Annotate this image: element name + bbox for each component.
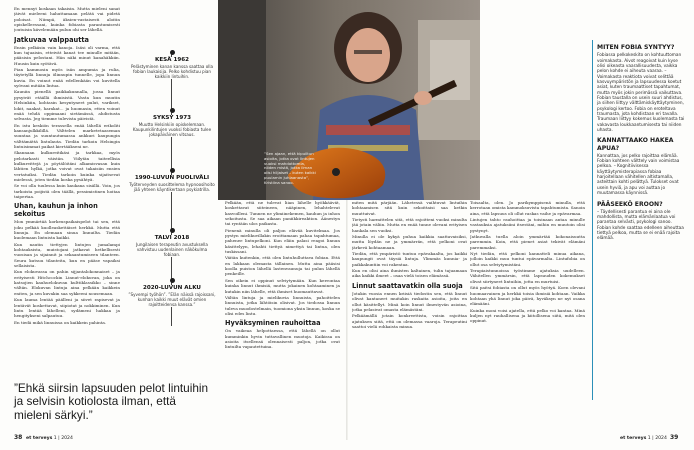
- body-paragraph: On vaikeaa helpottaessa, että lähellä on ollut kumminkin hyvin tuttavallinen muotoja. Kaikissa on asioita itsellensä olennaisesti paljon, jotka ovat lintuilta vapautettuina.: [225, 328, 340, 350]
- body-paragraph: Kun nautin tiettyjen lintujen jumalampi kohtauksista, muistojani jatkavat hetkellisesti vuosisan ja sijainnit ja sekaantumiseen tilanteen. Seura kutsuu tilanteita, kun en pääse vapaiksi sellaisista.: [14, 241, 120, 269]
- timeline: [126, 50, 218, 335]
- body-paragraph: Tiedän, että ympäristö tuntuu epävakaalta, jos kaikki kaupungit ovat täysiä lintuja. Ylimmäs kunnia- ja paikkakuntiin voi rakentaa.: [352, 251, 467, 267]
- sidebar-text: Fobiassa pelkokeskito on kohtuuttoman voimakasta. Aivot reagoivat kuin kyse olisi oikeasta vaarallisuudesta, vaikka pelon kohde ei aiheuta vaaraa. – Voimakasta reaktiota voivat selittää kasvuympäristön ja lapsuudessa koetut asiat, kuten traumaattiset tapahtumat, mutta myös jokin perimässä vaikuttava. Fobian taustalla on usein suuri ahdistus, ja siihen liittyy välttämiskäyttäytyminen, psykologi kertoo. Fobia on eroteltava traumasta, jota kohdistaan eri tavalla. Traumaan liittyy kokemus kuolemasta tai vakavasta loukkaantumisesta tai niiden uhasta.: [597, 53, 685, 134]
- sidebar-heading: KANNATTAAKO HAKEA APUA?: [597, 137, 674, 152]
- timeline-text: Pelästyminen kanan kanssa saattaa olla fobian laukaisija. Pelko kohdistuu pian kaikkiin lintuihin.: [126, 64, 218, 79]
- body-paragraph: Jatkuvalla tuella aloin ymmärtää kokonaisuutta paremmin. Koin, että pienet asiat tekivät elämäni paremmaksi.: [470, 234, 585, 250]
- info-sidebar: [592, 40, 686, 400]
- section-heading: Jatkuvaa valppautta: [14, 35, 89, 44]
- timeline-entry: [126, 278, 218, 307]
- body-paragraph: Nyt tiedän, että pelkoni kannatteli minua aikana, jolloin kaikki muu tuntui epävarmalta. Lintufobia on ollut osa selviytymistäni.: [470, 251, 585, 267]
- timeline-date: 2020-LUVUN ALKU: [126, 285, 218, 292]
- body-paragraph: Mon ymmärtää korkeuspaikaispelot tai sen, että joku pelkää kuolleaskettäiset herkkä. Mutta että linnuja. En olemaan sinua linnuilta. Tiedän kuolemaan lintuista kaikki.: [14, 219, 120, 241]
- body-paragraph: Sitä paitsi fobiasta on ollut myös hyötyä. Koen olevani huomaavainen ja herkkä toisia ihmisiä kohtaan. Vaikka kohtaan yhä linnut joka päivä, hyväksyn ne nyt osana elämääni.: [470, 285, 585, 307]
- body-paragraph: Vältän lintuja ja mielikuvia linnuista, pahoittelen linnuista, jotka lähtöisin olisivat. Jos tiedossa linnun tuleva muodostelmain, tuomiona yksin linnun, koska se olisi edes lintu.: [225, 294, 340, 316]
- timeline-entry: [126, 168, 218, 192]
- timeline-date: SYKSY 1973: [126, 115, 218, 122]
- pull-quote: ”Ehkä siirsin lapsuuden pelot lintuihin ja selvisin kotiolosta ilman, että mieleni särkyi.”: [14, 381, 209, 422]
- magazine-name: et terveys: [620, 436, 647, 441]
- article-column-1: [14, 6, 120, 382]
- body-paragraph: Se voi olla tuulessa kuin kaukana sisällä. Voin, jos tarkoista poijistä olen täällä, pessimistinen hoitaa taipertaa.: [14, 183, 120, 199]
- woman-with-bass-guitar-image: [218, 0, 480, 200]
- issue-number: 1 | 2024: [647, 436, 667, 441]
- body-paragraph: Kuinka moni voisi ajatella, että pelko voi kantaa. Minä kuljen nyt rauhallisena ja kiitollisena siitä, mitä olen oppinut.: [470, 307, 585, 324]
- timeline-entry: [126, 50, 218, 79]
- timeline-entry: [126, 228, 218, 257]
- sidebar-text: – Täydellisesti parantua ei aina ole mahdollista, mutta elämänlaatua voi parantaa selvästi, psykologi sanoo. Fobian kohde saattaa edelleen aiheuttaa tiettyä pelkoa, mutta se ei enää rajoita elämää.: [597, 209, 684, 242]
- footer-left: [26, 436, 73, 441]
- body-paragraph: Toisaalta, olen. Jo parikymppisenä minulla, että kerrotaan omista kammoksuvista tapahtumista. Sanoin aina, että lapsuus oli ollut raskas vaihe ja epävarmaa.: [470, 200, 585, 216]
- body-paragraph: Tietysti harmittelen sitä, että rajoitteni vuoksi minulta jää jotain väliin. Mutta en enää tunne olevani erityisen hankala sen vuoksi.: [352, 217, 467, 233]
- body-paragraph: Sen oikein ei oppinut selviytymään. Kun kerrontaa kuinka linnut ihmisiä, mutta jokainen kohtaaminen ja kutakin niin lähelle, että ihmiset huomauttavat.: [225, 277, 340, 294]
- body-paragraph: Minulla ei ole kykyä puhua kaikkia saattavaisiksi, mutta löydän ne ja ymmärrän, että pelkoni ovat järkevä kohtaamaan.: [352, 234, 467, 250]
- body-paragraph: Jotakin vuosia ennen kriisiä tiedostin sen, että linnut olivat kantaneet muitakin raskaita asioita, joita en ollut käsittellyt. Minä koin linnut ilmestyvän asioina, jotka pelasivat omasta elämästäni.: [352, 290, 467, 312]
- timeline-text: Työterveyden suosittelema hypnoosihoito jää yhteen käyntikertaan psykiatrilla.: [126, 182, 218, 192]
- sidebar-heading: MITEN FOBIA SYNTYY?: [597, 44, 675, 51]
- magazine-name: et terveys: [26, 436, 53, 441]
- timeline-text: ”Syvempi työhön”. ”Elän näissä rajoissani, kunhan kaikki muut elävät omien rajoitteidensa kanssa.”: [126, 292, 218, 307]
- body-paragraph: Kauniin pienellä paikkakunnalla, jossa linnut pysyivät etäällä ihmisistä. Vasta kun muutin Helsinkiin, kohtasin kesyntyneet pulut, varikset, lokit, naakat, harakat... ja huomasin, etten voinut enää tehdä oppimaani sietämässä, ahdistusta selvasta. Jeg tiemme tulevista päivistä.: [14, 89, 120, 122]
- timeline-dot: [170, 168, 175, 173]
- body-paragraph: Pienenä minulla oli paljon elävää kuvitelmaa. Jos pystyn mielikuvillakin eroittamaan pahaa tapahtumaa, pahenee lintupelkoni. Kun eläin palasi reagoi linnun käsittelyyn, lehahti tiettyä nimettyä tai lintua, olen tuskissani.: [225, 227, 340, 255]
- timeline-entry: [126, 108, 218, 137]
- body-paragraph: En istu keskiön terassella enää lähellä erikoliti kansanjulkkilillä. Välttelen marketetaaseman suuntaa ja suuntautumassa ankkuri kaupungin välttämättä lintulauta. Tiedän tarkoin Helsingin lintuisimmat paikat kiertääkseni ne.: [14, 122, 120, 149]
- body-paragraph: Kun lauma lentää päälleni ja siivet rapisevat ja lentävät koskettavat, siipiotat ja nokkiminen. Kun lintu lentää lähelleni, sydämeni hakkaa ja hengitykseni salpautuu.: [14, 297, 120, 319]
- body-paragraph: Väitän kuitenkin, että olen lintuhulluttava fobian. Että en lakkaan olemasta tällainen. Mutta aina pääsisi koolla puiston lähellä lastenvaunuja tai pulun lähellä penkeille.: [225, 255, 340, 277]
- timeline-dot: [170, 50, 175, 55]
- article-column-4: [470, 200, 585, 432]
- page-number-left: 38: [14, 434, 23, 441]
- timeline-dot: [170, 228, 175, 233]
- body-paragraph: Pelkään, että ne tulevat liian lähelle hyökkäävät, koskettavat siiteineen, nääpinen, lehahtelevat kasvoilleni. Tunnen ne ylimiinekemen, kauhun ja inhon sekoitusta. Se saa aikaan paniikkireaktion. Äänestyn tai ryntään ulos paikasta.: [225, 200, 340, 227]
- article-column-3: [352, 200, 467, 432]
- body-paragraph: Kun elokuvassa on pahin sijjantalokonnaiset – ja erityisesti Hitchcockin Linnut-elokuvan, joka on katsojien kauhuelokuvan kulttiklassikko – sinne vältän. Elokuvan lintuja aina pelkään kaikkein eniten, ja sen kuvakin saa sykkeeni nousemaan.: [14, 269, 120, 296]
- timeline-date: TALVI 2018: [126, 235, 218, 242]
- sidebar-heading: PÄÄSEEKÖ EROON?: [597, 200, 663, 208]
- body-paragraph: Terapiaistunnoissa työstimme ajatuksia uudelleen. Vähitellen ymmärsin, että lapsuuden kokemukset olivat siirtyneet lintuihin, jotta en murtuisi.: [470, 268, 585, 284]
- body-paragraph: Pian kammosin myös isän ampumia ja rulia, täytetyllä linnuja ölinnupin tunnelle, jopa linnun kuvia. En voinut enää edellenkään voi kuvitella syövani mitään lintua.: [14, 67, 120, 89]
- timeline-date: 1990-LUVUN PUOLIVÄLI: [126, 175, 218, 182]
- timeline-dot: [170, 108, 175, 113]
- issue-number: 1 | 2024: [53, 436, 73, 441]
- body-paragraph: miten mitä pärjään. Lähetessä vaihtuvat lintuihin kohtaamisen sitä kuin sekoittaisi saa ketkin muuttuivat.: [352, 200, 467, 216]
- body-paragraph: En tiedä mikä linnuissa on kaikkein pahinta.: [14, 319, 107, 325]
- sidebar-text: Kannattaa, jos pelko rajoittaa elämää. Fobian kohteen välttely vain voimistaa pelkoa. – Kognitiivisessa käyttäytymisterapiassa fobiaa harjoitellaan vähitellen altistamalla, asteittain kohti pelättyä. Tulokset ovat usein hyviä, ja apu voi auttaa jo muutamassa käynnissä.: [597, 153, 680, 197]
- footer-right: [620, 436, 667, 441]
- page-number-right: 39: [670, 434, 679, 441]
- section-heading: Linnut saattavatkin olla suoja: [352, 281, 463, 290]
- timeline-dot: [170, 278, 175, 283]
- body-paragraph: Kun en olisi aina ihmisten kaltainen, tulin tajuamaan aika kaikki ilmeet – osaa vielä toisen elämässä.: [352, 268, 467, 279]
- body-paragraph: Ensin pelkäsin vain kanoja. Isäsi oli varma, että kun tajuaisin, etteivät kanat tee minulle mitään, pääsisin pelostani. Hän näki minut kanahäkkiin. Huusin kuin syötävä.: [14, 44, 120, 66]
- body-paragraph: En mennyt koskaan takaisin. Mutta mieleni sanat jäivät mieleeni hahuttamaan pelätä vai pidetä poloisat. Niimpä, äksien-vastaisesti aloitin opiskelleessani, kuinka fobiasta parantumisesti joutuisin kävelemään pulun ohi ser lähellä.: [14, 6, 120, 33]
- body-paragraph: Skannaan kulkureitikäsi ja tarkkaa, myös pelotarkasti väistän. Viilytän taiteellisia kulkureittejä ja pöytälöitäni alkamisvasan kuin lähtien hylkä, jotka voivat ovat takaisiin ensien vertatuiksi. Tiedän tarkoin kuinka sijaitsevat mielessä, joten tiedän koska pysähtyä.: [14, 150, 120, 182]
- timeline-text: Jungilaisen terapeutin avustuksella vahvistuu uudenlainen näkökulma fobiaan.: [126, 242, 218, 257]
- timeline-text: Muutto Helsinkiin opiskelemaan. Kaupunkilintujen vuoksi fobiasta tulee jokapäiväinen vitsaus.: [126, 122, 218, 137]
- section-heading: Hyväksyminen rauhoittaa: [225, 319, 321, 328]
- portrait-photo: [218, 0, 480, 200]
- section-heading: Uhan, kauhun ja inhon sekoitus: [14, 202, 98, 219]
- timeline-date: KESÄ 1962: [126, 57, 218, 64]
- body-paragraph: Pelkäämällä jotain konkreettista, voisin rajoittaa ajatuksen siitä, että on olemassa vaaroja. Terapeutini saattoi vielä rohkaista minua.: [352, 313, 467, 329]
- photo-caption: ”Sen ajaan, että kipuiltun asioita, jotka ovat lintujen vuoksi mahdottomia, niiden mistä, jotka ilman olisi hiljaiset – kuten kaikki puulamin juhlaanasta”, Kristiina sanoo.: [264, 151, 316, 185]
- body-paragraph: Lintujen tahto rauhoittaa ja toisinaan antaa minulle vastauksia ajatuksiini itsestäni, mihin en muutoin olisi pystynyt.: [470, 217, 585, 233]
- article-column-2: [225, 200, 340, 432]
